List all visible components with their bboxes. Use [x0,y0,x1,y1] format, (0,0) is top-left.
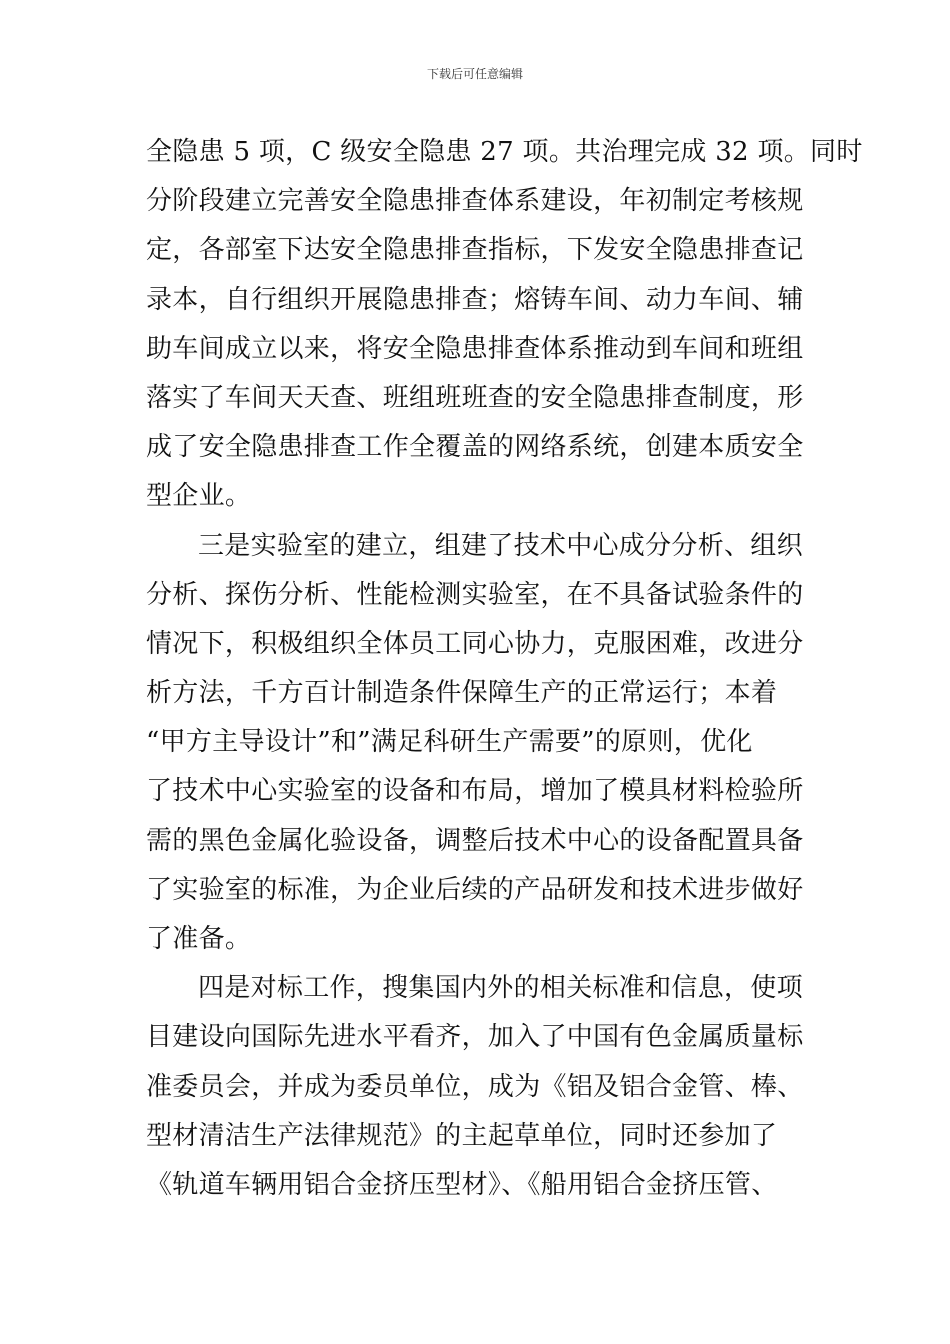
text-line: 录本，自行组织开展隐患排查；熔铸车间、动力车间、辅 [146,284,804,315]
text-line: 成了安全隐患排查工作全覆盖的网络系统，创建本质安全 [146,432,804,463]
text-line: “甲方主导设计”和”满足科研生产需要”的原则，优化 [146,727,753,758]
text-line: 助车间成立以来，将安全隐患排查体系推动到车间和班组 [146,333,804,364]
text-line: 全隐患 5 项，C 级安全隐患 27 项。共治理完成 32 项。同时 [146,137,863,167]
text-line: 《轨道车辆用铝合金挤压型材》、《船用铝合金挤压管、 [146,1169,778,1200]
text-line: 了技术中心实验室的设备和布局，增加了模具材料检验所 [146,776,804,807]
page-header: 下载后可任意编辑 [426,67,523,81]
text-line: 分阶段建立完善安全隐患排查体系建设，年初制定考核规 [146,186,804,217]
paragraph-first-line: 三是实验室的建立，组建了技术中心成分分析、组织 [198,530,803,561]
text-line: 目建设向国际先进水平看齐，加入了中国有色金属质量标 [146,1022,804,1053]
text-line: 准委员会，并成为委员单位，成为《铝及铝合金管、棒、 [146,1071,804,1102]
text-line: 定，各部室下达安全隐患排查指标，下发安全隐患排查记 [146,235,804,266]
document-body [146,128,863,1210]
text-line: 析方法，千方百计制造条件保障生产的正常运行；本着 [146,678,778,709]
text-line: 分析、探伤分析、性能检测实验室，在不具备试验条件的 [146,579,804,610]
text-line: 了准备。 [146,924,252,954]
text-line: 型企业。 [146,481,252,512]
text-line: 情况下，积极组织全体员工同心协力，克服困难，改进分 [146,628,804,659]
text-line: 了实验室的标准，为企业后续的产品研发和技术进步做好 [146,874,804,905]
text-line: 型材清洁生产法律规范》的主起草单位，同时还参加了 [146,1120,778,1151]
text-line: 需的黑色金属化验设备，调整后技术中心的设备配置具备 [146,825,804,856]
text-line: 落实了车间天天查、班组班班查的安全隐患排查制度，形 [146,382,804,413]
paragraph-first-line: 四是对标工作，搜集国内外的相关标准和信息，使项 [198,973,803,1004]
